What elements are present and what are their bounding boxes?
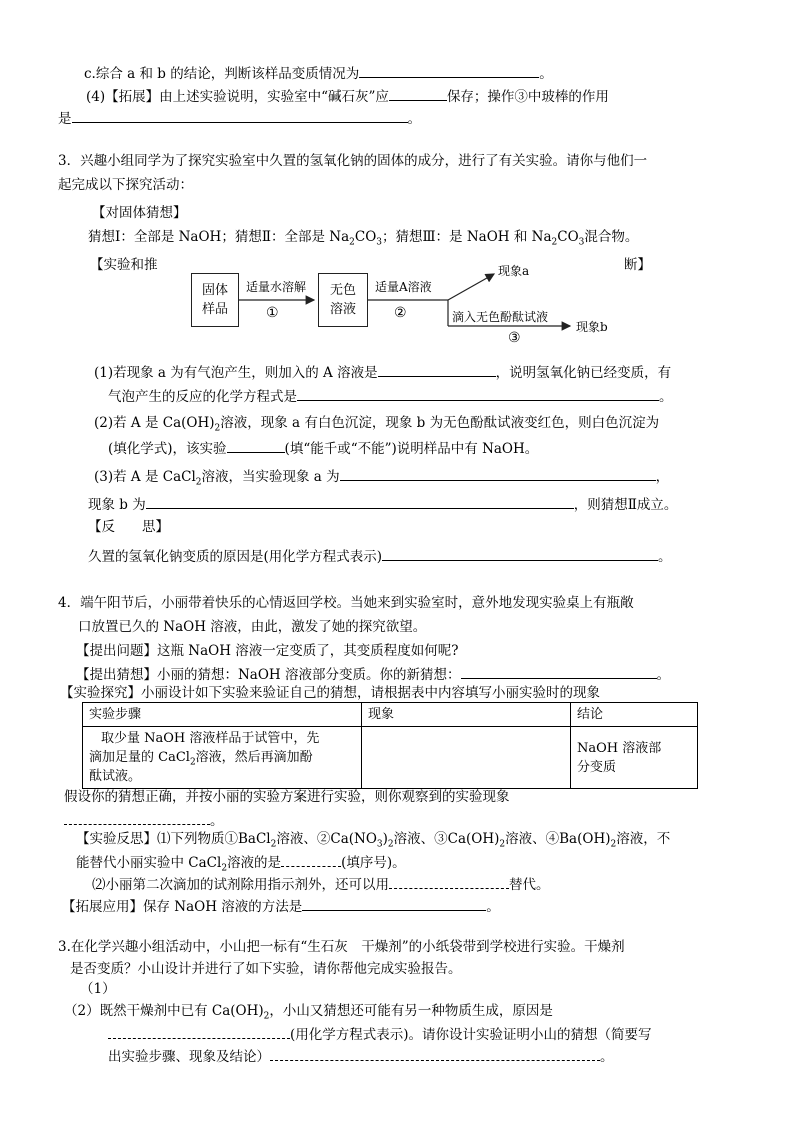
q5-part2: （2）既然干燥剂中已有 $Ca(OH)_2$，小山又猜想还可能有另一种物质生成，原因是 bbox=[64, 1003, 553, 1022]
cell-phenomenon[interactable] bbox=[362, 727, 571, 789]
q3-part3: (3)若 A 是 CaCl$_2$溶液，当实验现象 a 为 ， bbox=[94, 466, 669, 486]
answer-blank[interactable] bbox=[64, 810, 210, 825]
q3-reflect: 久置的氢氧化钠变质的原因是(用化学方程式表示) 。 bbox=[88, 546, 672, 566]
box-colorless-solution: 无色 溶液 bbox=[318, 273, 368, 327]
answer-blank[interactable] bbox=[227, 438, 285, 453]
q4-intro-1: 4．端午阳节后，小丽带着快乐的心情返回学校。当她来到实验室时，意外地发现实验桌上有瓶敞 bbox=[58, 595, 634, 611]
header-steps: 实验步骤 bbox=[83, 703, 362, 727]
q3-part3-cont: 现象 b 为 ，则猜想Ⅱ成立。 bbox=[88, 494, 677, 514]
step1-num: ① bbox=[266, 305, 279, 321]
answer-blank[interactable] bbox=[389, 86, 447, 101]
q2-extension-cont: 是 。 bbox=[58, 108, 421, 128]
header-phenomenon: 现象 bbox=[362, 703, 571, 727]
answer-blank[interactable] bbox=[359, 63, 539, 78]
q3-exp-title-right: 断】 bbox=[624, 257, 651, 273]
answer-blank[interactable] bbox=[72, 108, 408, 123]
step2-num: ② bbox=[394, 305, 407, 321]
answer-blank[interactable] bbox=[340, 466, 656, 481]
q4-guess: 【提出猜想】小丽的猜想：NaOH 溶液部分变质。你的新猜想： 。 bbox=[76, 664, 670, 684]
step3-label: 滴入无色酚酞试液 bbox=[452, 310, 549, 324]
q3-part2: (2)若 A 是 $Ca(OH)_2$溶液，现象 a 有白色沉淀，现象 b 为无色酚酞试液变红色，则白色沉淀为 bbox=[94, 415, 660, 434]
q4-assume: 假设你的猜想正确，并按小丽的实验方案进行实验，则你观察到的实验现象 bbox=[64, 789, 510, 805]
q4-intro-2: 口放置已久的 NaOH 溶液，由此，激发了她的探究欲望。 bbox=[78, 619, 427, 635]
header-conclusion: 结论 bbox=[571, 703, 698, 727]
table-row bbox=[83, 727, 698, 789]
answer-blank[interactable] bbox=[146, 494, 574, 509]
q3-part1: (1)若现象 a 为有气泡产生，则加入的 A 溶液是 ，说明氢氧化钠已经变质，有 bbox=[94, 362, 671, 382]
answer-blank[interactable] bbox=[108, 1024, 290, 1039]
q3-part2-cont: (填化学式)，该实验 (填“能千或“不能”)说明样品中有 NaOH。 bbox=[108, 438, 538, 458]
q5-intro-2: 是否变质？小山设计并进行了如下实验，请你帮他完成实验报告。 bbox=[70, 961, 462, 977]
result-b-label: 现象b bbox=[576, 320, 608, 334]
answer-blank[interactable] bbox=[270, 1046, 600, 1061]
q3-intro-1: 3．兴趣小组同学为了探究实验室中久置的氢氧化钠的固体的成分，进行了有关实验。请你与他们一 bbox=[58, 153, 648, 169]
table-header-row bbox=[83, 703, 698, 727]
q3-intro-2: 起完成以下探究活动： bbox=[58, 177, 193, 193]
q3-exp-title-left: 【实验和推 bbox=[90, 257, 158, 273]
answer-blank[interactable] bbox=[281, 852, 341, 867]
result-a-label: 现象a bbox=[498, 264, 530, 278]
q2-extension: (4)【拓展】由上述实验说明，实验室中“碱石灰”应 保存；操作③中玻棒的作用 bbox=[86, 86, 609, 106]
q5-part1: （1） bbox=[80, 981, 116, 997]
q4-experiment-table bbox=[82, 702, 698, 789]
answer-blank[interactable] bbox=[302, 896, 486, 911]
answer-blank[interactable] bbox=[378, 362, 496, 377]
step2-label: 适量A溶液 bbox=[375, 280, 432, 294]
arrow-to-a bbox=[448, 274, 494, 300]
q4-application: 【拓展应用】保存 NaOH 溶液的方法是 。 bbox=[62, 896, 500, 916]
q4-question: 【提出问题】这瓶 NaOH 溶液一定变质了，其变质程度如何呢? bbox=[76, 643, 459, 659]
q3-guesses: 猜想Ⅰ：全部是 NaOH；猜想Ⅱ：全部是 $Na_2CO_3$；猜想Ⅲ：是 NaOH 和 $Na_2CO_3$混合物。 bbox=[88, 229, 639, 248]
q4-reflect-1-cont: 能替代小丽实验中 CaCl$_2$溶液的是 (填序号)。 bbox=[76, 852, 406, 872]
answer-blank[interactable] bbox=[389, 874, 509, 889]
q2-c-line: c.综合 a 和 b 的结论，判断该样品变质情况为 。 bbox=[84, 63, 553, 83]
q5-part2-cont2: 出实验步骤、现象及结论） 。 bbox=[108, 1046, 614, 1066]
q4-reflect-1: 【实验反思】⑴下列物质①BaCl$_2$溶液、$②Ca(NO_3)_2$溶液、$③Ca(OH)_2$溶液、$④Ba(OH)_2$溶液，不 bbox=[76, 831, 671, 850]
cell-steps: 取少量 NaOH 溶液样品于试管中，先 滴加足量的 CaCl$_2$溶液，然后再滴加酚 酞试液。 bbox=[83, 727, 362, 789]
answer-blank[interactable] bbox=[297, 386, 659, 401]
q3-guess-title: 【对固体猜想】 bbox=[92, 205, 187, 221]
q5-part2-cont: (用化学方程式表示)。请你设计实验证明小山的猜想（简要写 bbox=[108, 1024, 652, 1044]
q4-assume-answer: 。 bbox=[64, 810, 224, 830]
q5-intro-1: 3.在化学兴趣小组活动中，小山把一标有“生石灰 干燥剂”的小纸袋带到学校进行实验。干燥剂 bbox=[58, 939, 625, 955]
box-solid-sample: 固体 样品 bbox=[191, 273, 239, 327]
q4-explore: 【实验探究】小丽设计如下实验来验证自己的猜想，请根据表中内容填写小丽实验时的现象 bbox=[60, 685, 600, 701]
step3-num: ③ bbox=[508, 330, 521, 346]
answer-blank[interactable] bbox=[461, 664, 657, 679]
q3-reflect-title: 【反 思】 bbox=[88, 519, 169, 535]
step1-label: 适量水溶解 bbox=[246, 280, 307, 294]
cell-conclusion: NaOH 溶液部 分变质 bbox=[571, 727, 698, 789]
q4-reflect-2: ⑵小丽第二次滴加的试剂除用指示剂外，还可以用 替代。 bbox=[92, 874, 550, 894]
q3-part1-cont: 气泡产生的反应的化学方程式是 。 bbox=[108, 386, 673, 406]
answer-blank[interactable] bbox=[382, 546, 658, 561]
